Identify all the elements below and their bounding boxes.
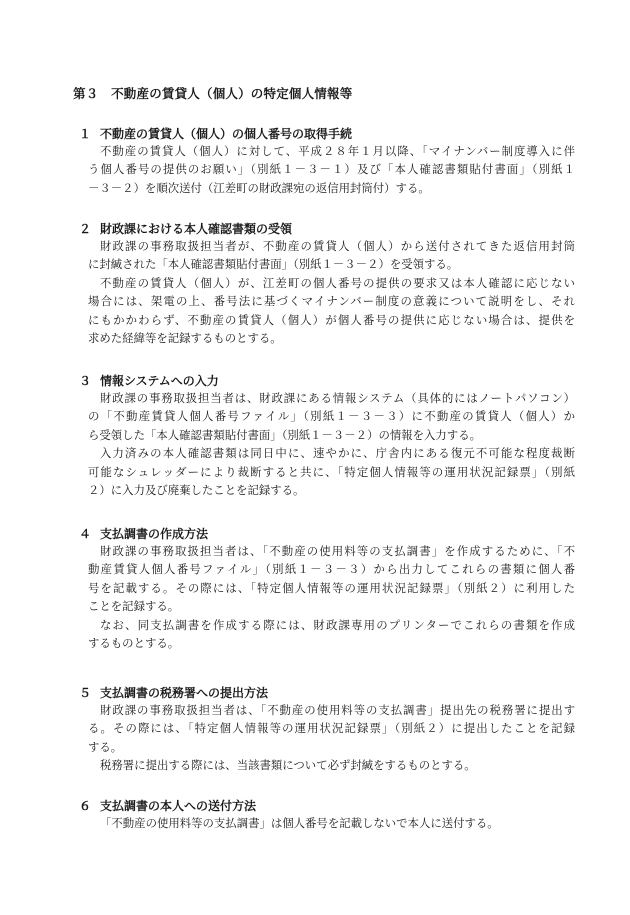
paragraph-line: 場合には、架電の上、番号法に基づくマイナンバー制度の意義について説明をし、それ bbox=[88, 294, 575, 309]
document-title: 第３ 不動産の賃貸人（個人）の特定個人情報等 bbox=[73, 86, 353, 101]
section-number: ６ bbox=[79, 799, 92, 813]
paragraph-line: る。その際には、「特定個人情報等の運用状況記録票」（別紙２）に提出したことを記録 bbox=[88, 721, 575, 736]
section-number: ２ bbox=[79, 222, 92, 236]
section-title: 不動産の賃貸人（個人）の個人番号の取得手続 bbox=[100, 127, 353, 141]
section-number: ５ bbox=[79, 686, 92, 700]
section-heading bbox=[79, 684, 268, 701]
paragraph-line: 財政課の事務取扱担当者が、不動産の賃貸人（個人）から送付されてきた返信用封筒 bbox=[100, 239, 575, 253]
section-body bbox=[88, 701, 575, 775]
paragraph-line: するものとする。 bbox=[88, 635, 180, 650]
section-heading bbox=[79, 797, 256, 814]
paragraph-line: 求めた経緯等を記録するものとする。 bbox=[88, 330, 282, 345]
section-number: ４ bbox=[79, 527, 92, 541]
paragraph-line: 不動産の賃貸人（個人）が、江差町の個人番号の提供の要求又は本人確認に応じない bbox=[100, 275, 575, 290]
paragraph-line: 可能なシュレッダーにより裁断すると共に、「特定個人情報等の運用状況記録票」（別紙 bbox=[88, 464, 575, 479]
paragraph-line: 動産賃貸人個人番号ファイル」（別紙１－３－３）から出力してこれらの書類に個人番 bbox=[88, 562, 575, 577]
section-number: １ bbox=[79, 127, 92, 141]
section-title: 支払調書の税務署への提出方法 bbox=[100, 686, 269, 700]
section-body bbox=[88, 237, 575, 347]
paragraph-line: にもかかわらず、不動産の賃貸人（個人）が個人番号の提供に応じない場合は、提供を bbox=[88, 312, 575, 327]
paragraph-line: ことを記録する。 bbox=[88, 599, 180, 614]
section-body bbox=[88, 814, 575, 832]
paragraph-line: －３－２）を順次送付（江差町の財政課宛の返信用封筒付）する。 bbox=[88, 180, 430, 195]
section-heading bbox=[79, 125, 352, 142]
section-number: ３ bbox=[79, 374, 92, 388]
paragraph-line: 財政課の事務取扱担当者は、「不動産の使用料等の支払調書」を作成するために、「不 bbox=[100, 544, 575, 558]
section-title: 支払調書の本人への送付方法 bbox=[100, 799, 257, 813]
paragraph-line: の「不動産賃貸人個人番号ファイル」（別紙１－３－３）に不動産の賃貸人（個人）か bbox=[88, 409, 575, 424]
section-heading bbox=[79, 525, 208, 542]
section-title: 情報システムへの入力 bbox=[100, 374, 219, 388]
section-title: 財政課における本人確認書類の受領 bbox=[100, 222, 293, 236]
paragraph-line: ２）に入力及び廃棄したことを記録する。 bbox=[88, 482, 305, 497]
paragraph-line: 財政課の事務取扱担当者は、「不動産の使用料等の支払調書」提出先の税務署に提出す bbox=[100, 703, 575, 717]
section-body bbox=[88, 389, 575, 499]
paragraph-line: ら受領した「本人確認書類貼付書面」（別紙１－３－２）の情報を入力する。 bbox=[88, 427, 481, 442]
section-body bbox=[88, 542, 575, 652]
paragraph-line: なお、同支払調書を作成する際には、財政課専用のプリンターでこれらの書類を作成 bbox=[100, 617, 575, 632]
paragraph-line: 号を記載する。その際には、「特定個人情報等の運用状況記録票」（別紙２）に利用した bbox=[88, 580, 575, 595]
section-heading bbox=[79, 372, 219, 389]
paragraph-line: 不動産の賃貸人（個人）に対して、平成２８年１月以降、「マイナンバー制度導入に伴 bbox=[100, 144, 575, 158]
paragraph-line: 財政課の事務取扱担当者は、財政課にある情報システム（具体的にはノートパソコン） bbox=[100, 391, 575, 405]
section-body bbox=[88, 142, 575, 197]
paragraph-line: 税務署に提出する際には、当該書類について必ず封緘をするものとする。 bbox=[100, 758, 476, 773]
paragraph-line: う個人番号の提供のお願い」（別紙１－３－１）及び「本人確認書類貼付書面」（別紙１ bbox=[88, 162, 575, 177]
section-title: 支払調書の作成方法 bbox=[100, 527, 209, 541]
paragraph-line: に封緘された「本人確認書類貼付書面」（別紙１－３－２）を受領する。 bbox=[88, 257, 459, 272]
section-heading bbox=[79, 220, 292, 237]
paragraph-line: する。 bbox=[88, 739, 123, 754]
paragraph-line: 入力済みの本人確認書類は同日中に、速やかに、庁舎内にある復元不可能な程度裁断 bbox=[100, 446, 575, 461]
paragraph-line: 「不動産の使用料等の支払調書」は個人番号を記載しないで本人に送付する。 bbox=[100, 816, 499, 830]
